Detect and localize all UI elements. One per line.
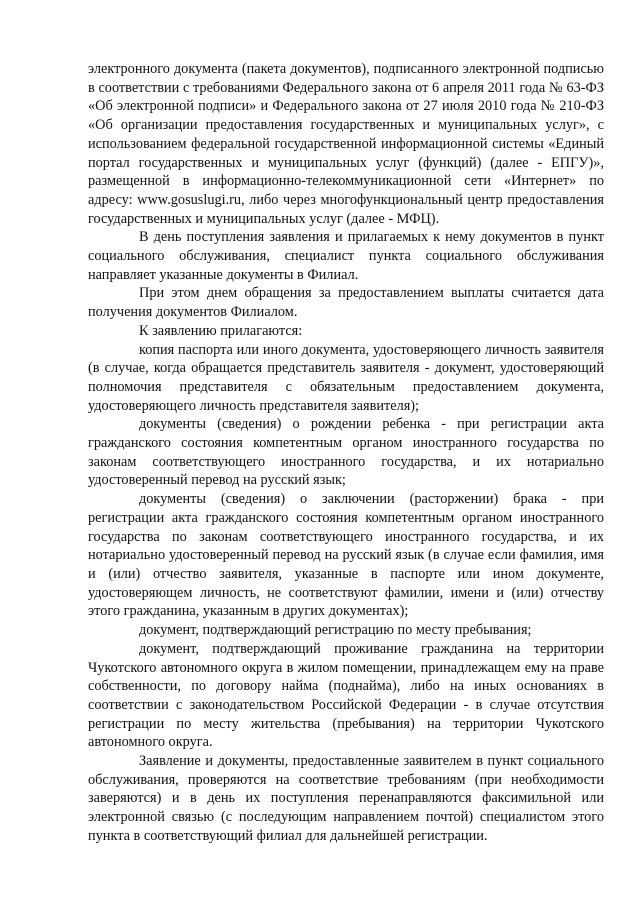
list-item-birth-documents: документы (сведения) о рождении ребенка - при регистрации акта гражданского состояния компетентным органом иностранного государства по законам соответствующего иностранного государства, и их нотариально удостоверенный перевод на русский язык; <box>88 416 604 489</box>
document-page <box>88 60 604 846</box>
paragraph-electronic-submission: электронного документа (пакета документов), подписанного электронной подписью в соответствии с требованиями Федерального закона от 6 апреля 2011 года № 63-ФЗ «Об электронной подписи» и Федерального закона от 27 июля 2010 года № 210-ФЗ «Об организации предоставления государственных и муниципальных услуг», с использованием федеральной государственной информационной системы «Единый портал государственных и муниципальных услуг (функций) (далее - ЕПГУ)», размещенной в информационно-телекоммуникационной сети «Интернет» по адресу: www.gosuslugi.ru, либо через многофункциональный центр предоставления государственных и муниципальных услуг (далее - МФЦ). <box>88 61 604 227</box>
paragraph-date-of-application: При этом днем обращения за предоставлением выплаты считается дата получения документов Филиалом. <box>88 285 604 321</box>
list-item-marriage-documents: документы (сведения) о заключении (расторжении) брака - при регистрации акта гражданского состояния компетентным органом иностранного государства по законам соответствующего иностранного государства, и их нотариально удостоверенный перевод на русский язык (в случае если фамилия, имя и (или) отчество заявителя, указанные в паспорте или ином документе, удостоверяющем личность, не соответствуют фамилии, имени и (или) отчеству этого гражданина, указанным в других документах); <box>88 491 604 620</box>
paragraph-day-of-receipt: В день поступления заявления и прилагаемых к нему документов в пункт социального обслуживания, специалист пункта социального обслуживания направляет указанные документы в Филиал. <box>88 229 604 283</box>
list-item-registration-document: документ, подтверждающий регистрацию по месту пребывания; <box>139 622 532 639</box>
list-item-residence-document: документ, подтверждающий проживание гражданина на территории Чукотского автономного округа в жилом помещении, принадлежащем ему на праве собственности, по договору найма (поднайма), либо на иных основаниях в соответствии с законодательством Российской Федерации - в случае отсутствия регистрации по месту жительства (пребывания) на территории Чукотского автономного округа. <box>88 640 604 751</box>
paragraph-attachments-heading: К заявлению прилагаются: <box>139 322 303 339</box>
paragraph-document-verification: Заявление и документы, предоставленные заявителем в пункт социального обслуживания, проверяются на соответствие требованиям (при необходимости заверяются) и в день их поступления перенаправляются факсимильной или электронной связью (с последующим направлением почтой) специалистом этого пункта в соответствующий филиал для дальнейшей регистрации. <box>88 753 604 844</box>
list-item-passport-copy: копия паспорта или иного документа, удостоверяющего личность заявителя (в случае, когда обращается представитель заявителя - документ, удостоверяющий полномочия представителя с обязательным предоставлением документа, удостоверяющего личность представителя заявителя); <box>88 341 604 414</box>
